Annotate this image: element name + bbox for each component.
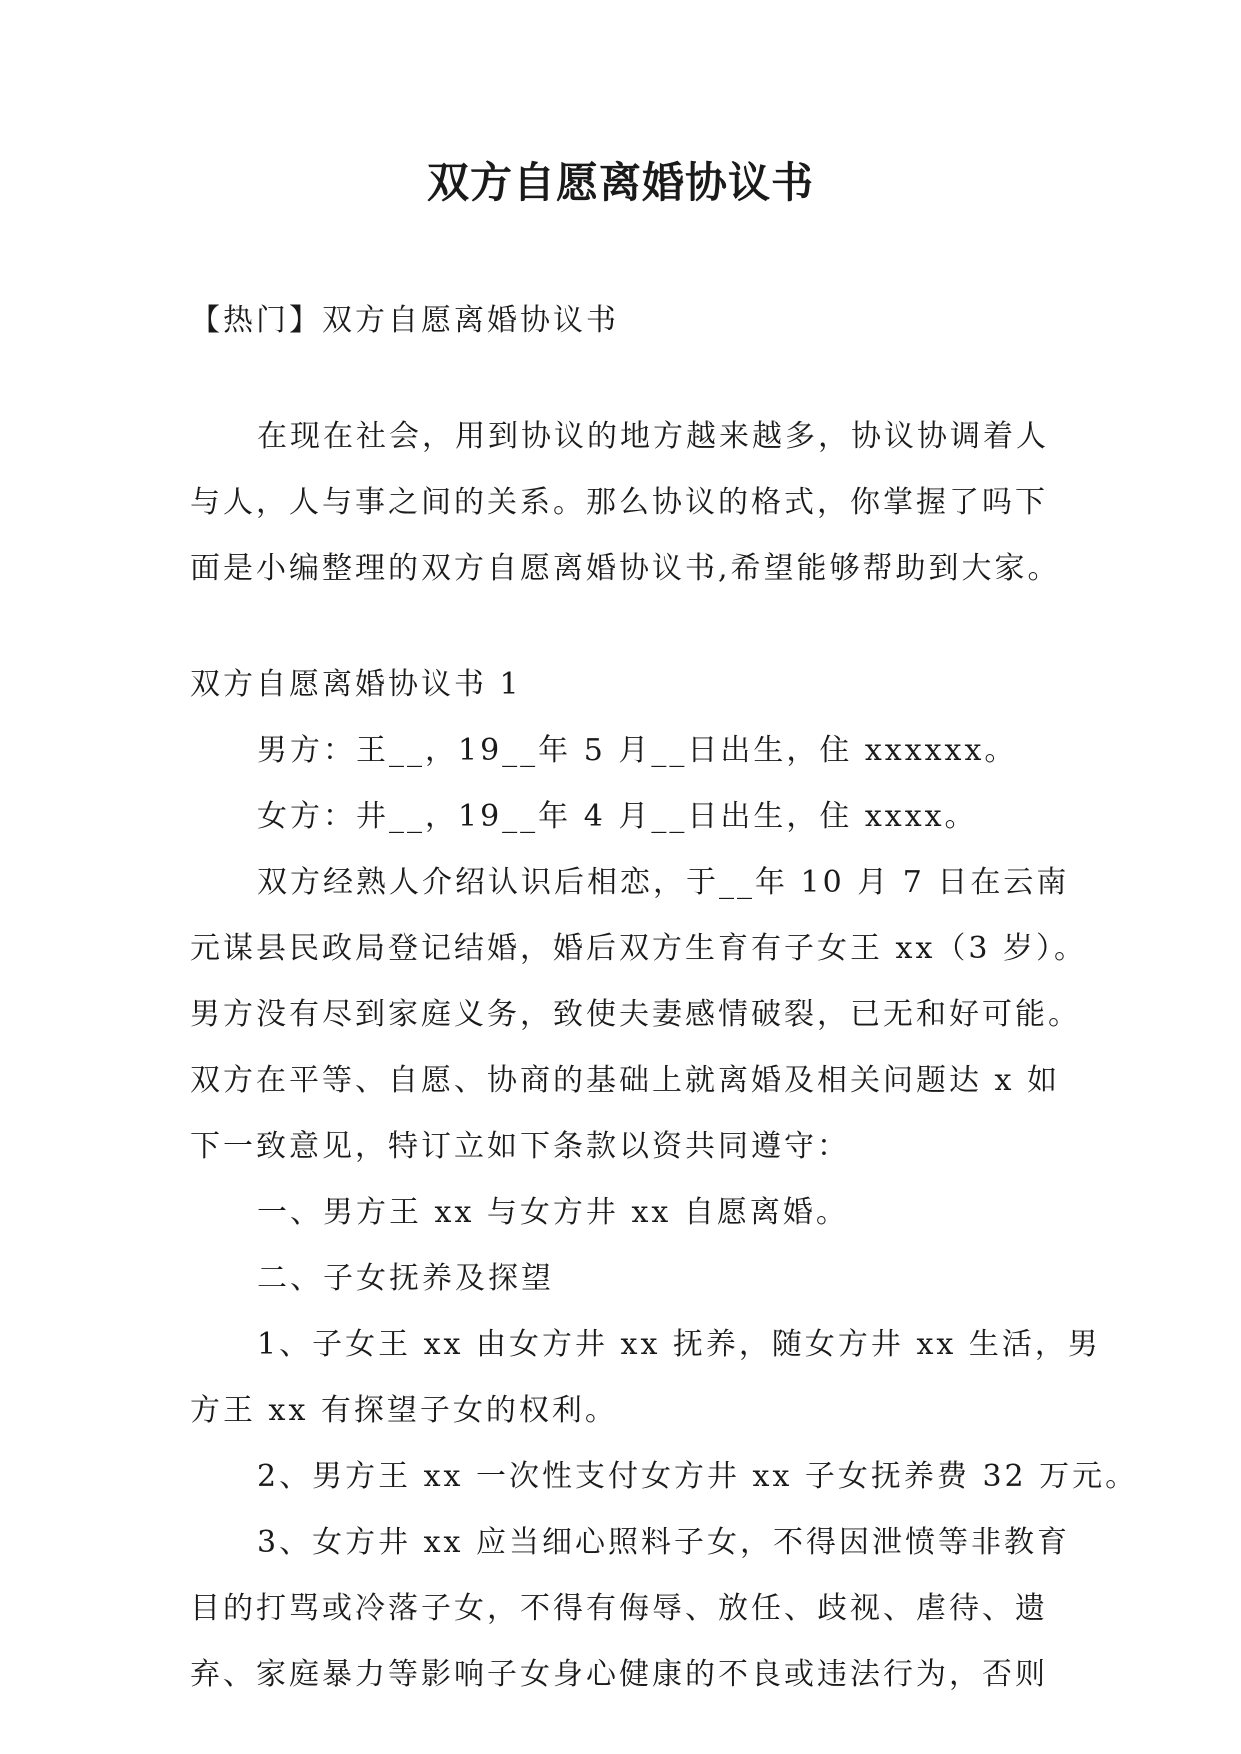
- intro-line: 与人，人与事之间的关系。那么协议的格式，你掌握了吗下: [190, 485, 1048, 520]
- body-line: 目的打骂或冷落子女，不得有侮辱、放任、歧视、虐待、遗: [190, 1591, 1048, 1626]
- body-line: 方王 xx 有探望子女的权利。: [190, 1393, 618, 1428]
- body-line: 一、男方王 xx 与女方井 xx 自愿离婚。: [257, 1195, 849, 1230]
- body-line: 二、子女抚养及探望: [257, 1261, 554, 1296]
- body-line: 3、女方井 xx 应当细心照料子女，不得因泄愤等非教育: [257, 1525, 1070, 1560]
- body-line: 2、男方王 xx 一次性支付女方井 xx 子女抚养费 32 万元。: [257, 1459, 1139, 1494]
- intro-paragraph: [190, 404, 1060, 602]
- body-line: 1、子女王 xx 由女方井 xx 抚养，随女方井 xx 生活，男: [257, 1327, 1101, 1362]
- body-line: 男方：王__，19__年 5 月__日出生，住 xxxxxx。: [257, 733, 1018, 768]
- subtitle-line: 【热门】双方自愿离婚协议书: [190, 303, 619, 338]
- body-line: 双方在平等、自愿、协商的基础上就离婚及相关问题达 x 如: [190, 1063, 1060, 1098]
- body-line: 男方没有尽到家庭义务，致使夫妻感情破裂，已无和好可能。: [190, 997, 1081, 1032]
- body-line: 元谋县民政局登记结婚，婚后双方生育有子女王 xx（3 岁）。: [190, 931, 1087, 966]
- body-line: 弃、家庭暴力等影响子女身心健康的不良或违法行为，否则: [190, 1657, 1048, 1692]
- agreement-body: [190, 718, 1139, 1708]
- document-body: [190, 288, 1139, 1708]
- body-line: 下一致意见，特订立如下条款以资共同遵守：: [190, 1129, 850, 1164]
- section-title: 双方自愿离婚协议书 1: [190, 667, 522, 702]
- body-line: 双方经熟人介绍认识后相恋，于__年 10 月 7 日在云南: [257, 865, 1070, 900]
- intro-line: 在现在社会，用到协议的地方越来越多，协议协调着人: [257, 419, 1049, 454]
- body-line: 女方：井__，19__年 4 月__日出生，住 xxxx。: [257, 799, 978, 834]
- document-title: 双方自愿离婚协议书: [426, 158, 814, 207]
- intro-line: 面是小编整理的双方自愿离婚协议书,希望能够帮助到大家。: [190, 551, 1061, 586]
